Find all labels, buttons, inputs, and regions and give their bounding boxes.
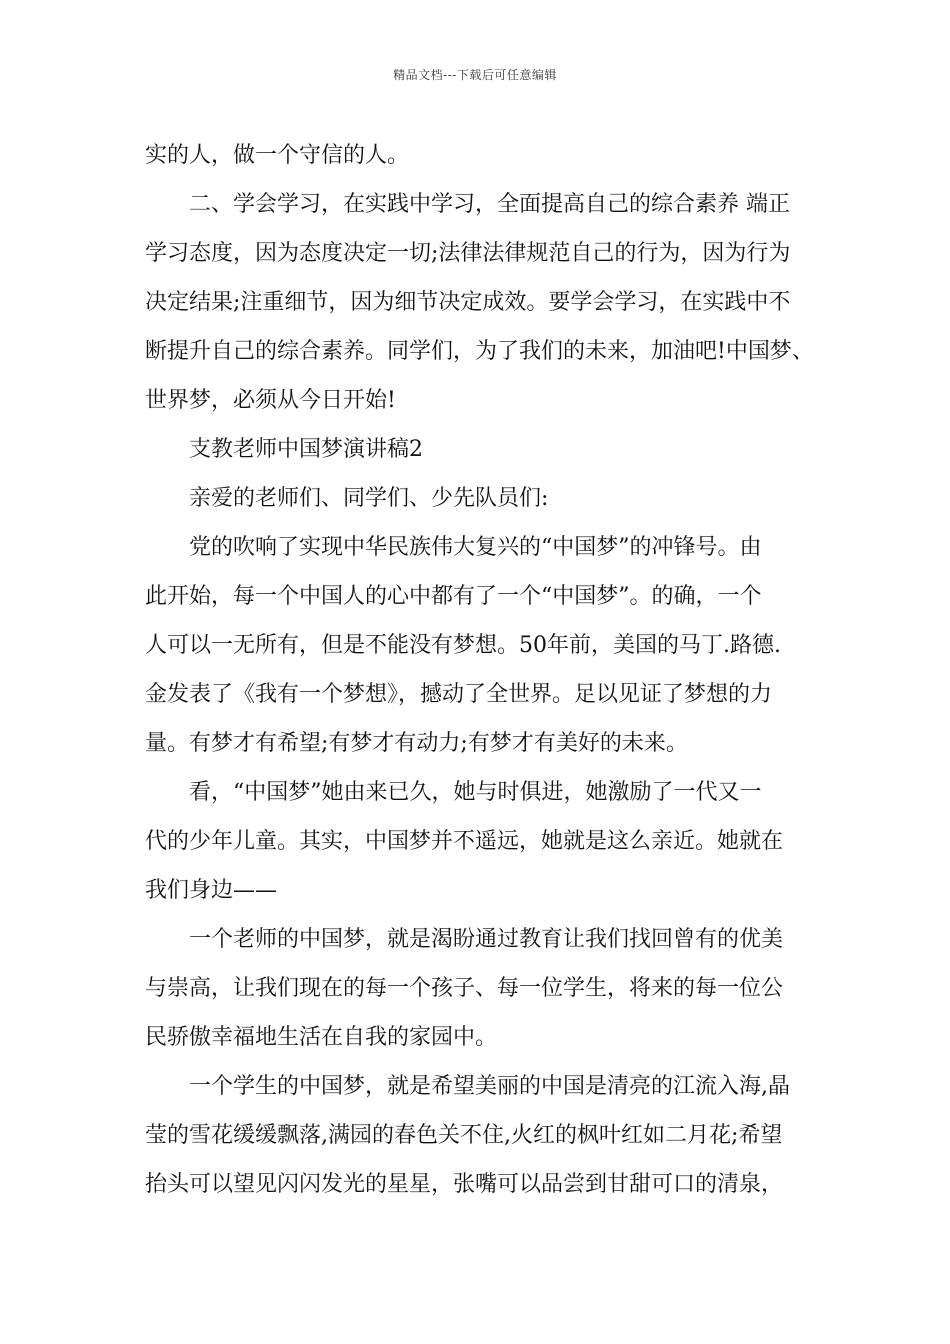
text-line: 金发表了《我有一个梦想》，撼动了全世界。足以见证了梦想的力 [145, 682, 773, 707]
document-body [145, 131, 814, 1209]
text-line: 决定结果;注重细节，因为细节决定成效。要学会学习，在实践中不 [145, 290, 791, 315]
text-line: 与崇高，让我们现在的每一个孩子、每一位学生，将来的每一位公 [145, 976, 784, 1001]
text-line: 抬头可以望见闪闪发光的星星，张嘴可以品尝到甘甜可口的清泉， [145, 1172, 784, 1197]
salutation: 亲爱的老师们、同学们、少先队员们: [189, 486, 549, 511]
text-line: 二、学会学习，在实践中学习，全面提高自己的综合素养 端正 [189, 192, 790, 217]
section-title: 支教老师中国梦演讲稿2 [189, 437, 423, 462]
page-header: 精品文档---下载后可任意编辑 [393, 68, 557, 82]
text-line: 实的人，做一个守信的人。 [145, 143, 410, 168]
text-line: 看，“中国梦”她由来已久，她与时俱进，她激励了一代又一 [189, 780, 762, 805]
text-line: 一个学生的中国梦，就是希望美丽的中国是清亮的江流入海,晶 [189, 1074, 790, 1099]
text-line: 民骄傲幸福地生活在自我的家园中。 [145, 1025, 498, 1050]
text-line: 代的少年儿童。其实，中国梦并不遥远，她就是这么亲近。她就在 [145, 829, 784, 854]
text-line: 一个老师的中国梦，就是渴盼通过教育让我们找回曾有的优美 [189, 927, 784, 952]
text-line: 世界梦，必须从今日开始! [145, 388, 396, 413]
text-line: 人可以一无所有，但是不能没有梦想。50年前，美国的马丁.路德. [145, 633, 781, 658]
text-line: 此开始，每一个中国人的心中都有了一个“中国梦”。的确，一个 [145, 584, 762, 609]
text-line: 断提升自己的综合素养。同学们，为了我们的未来，加油吧!中国梦、 [145, 339, 814, 364]
text-line: 莹的雪花缓缓飘落,满园的春色关不住,火红的枫叶红如二月花;希望 [145, 1123, 783, 1148]
text-line: 量。有梦才有希望;有梦才有动力;有梦才有美好的未来。 [145, 731, 688, 756]
text-line: 党的吹响了实现中华民族伟大复兴的“中国梦”的冲锋号。由 [189, 535, 762, 560]
text-line: 学习态度，因为态度决定一切;法律法律规范自己的行为，因为行为 [145, 241, 791, 266]
text-line: 我们身边—— [145, 878, 278, 903]
